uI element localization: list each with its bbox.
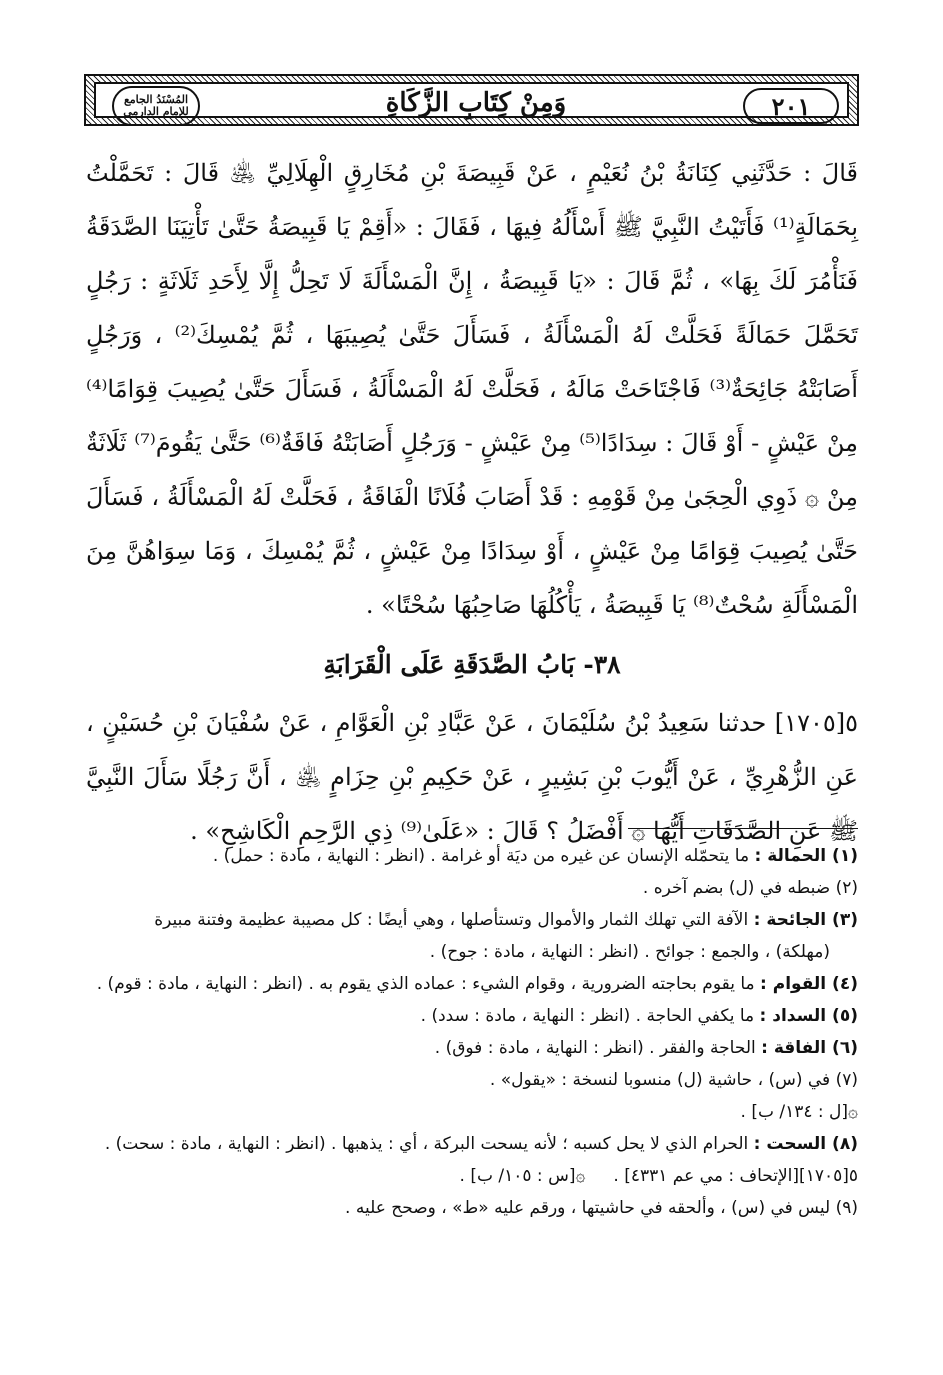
header-frame [94,82,849,121]
chapter-heading: ٣٨- بَابُ الصَّدَقَةِ عَلَى الْقَرَابَةِ [323,650,621,679]
hadith-1705 [86,696,858,858]
publisher-seal-logo [112,86,200,126]
footnote-term: (٣) الجائحة : [753,910,858,930]
reference-row [86,1160,858,1192]
footnote-2: (٢) ضبطه في (ل) بضم آخره . [642,878,858,898]
footnote-6 [86,1032,858,1064]
footnote-9: (٩) ليس في (س) ، وألحقه في حاشيتها ، ورقم عليه «ط» ، وصحح عليه . [345,1198,858,1218]
seal-text: المُسْنَدُ الجامع للإمام الدارمي [123,93,189,118]
ithaf-reference: ٥[١٧٠٥][الإتحاف : مي عم ٤٣٣١] . [613,1166,858,1186]
footnote-3-continuation: (مهلكة) ، والجمع : جوائح . (انظر : النهاية ، مادة : جوح) . [429,942,830,962]
footnotes [86,840,858,1224]
footnote-term: (١) الحمالة : [754,846,858,866]
footnote-8 [86,1128,858,1160]
main-text [86,146,858,858]
hadith-text-continued: قَالَ : حَدَّثَنِي كِنَانَةُ بْنُ نُعَيْمٍ ، عَنْ قَبِيصَةَ بْنِ مُخَارِقٍ الْهِلَالِيِّ ﵁ قَالَ : تَحَمَّلْتُ بِحَمَالَةٍ⁽¹⁾ فَأَتَيْتُ النَّبِيَّ ﷺ أَسْأَلُهُ فِيهَا ، فَقَالَ : «أَقِمْ يَا قَبِيصَةُ حَتَّىٰ تَأْتِيَنَا الصَّدَقَةُ فَنَأْمُرَ لَكَ بِهَا» ، ثُمَّ قَالَ : «يَا قَبِيصَةُ ، إِنَّ الْمَسْأَلَةَ لَا تَحِلُّ إِلَّا لِأَحَدِ ثَلَاثَةٍ : رَجُلٍ تَحَمَّلَ حَمَالَةً فَحَلَّتْ لَهُ الْمَسْأَلَةُ ، فَسَأَلَ حَتَّىٰ يُصِيبَهَا ، ثُمَّ يُمْسِكَ⁽²⁾ ، وَرَجُلٍ أَصَابَتْهُ جَائِحَةٌ⁽³⁾ فَاجْتَاحَتْ مَالَهُ ، فَحَلَّتْ لَهُ الْمَسْأَلَةُ ، فَسَأَلَ حَتَّىٰ يُصِيبَ قِوَامًا⁽⁴⁾ مِنْ عَيْشٍ - أَوْ قَالَ : سِدَادًا⁽⁵⁾ مِنْ عَيْشٍ - وَرَجُلٍ أَصَابَتْهُ فَاقَةٌ⁽⁶⁾ حَتَّىٰ يَقُومَ⁽⁷⁾ ثَلَاثَةٌ مِنْ ۞ ذَوِي الْحِجَىٰ مِنْ قَوْمِهِ : قَدْ أَصَابَ فُلَانًا الْفَاقَةُ ، فَحَلَّتْ لَهُ الْمَسْأَلَةُ ، فَسَأَلَ حَتَّىٰ يُصِيبَ قِوَامًا مِنْ عَيْشٍ ، أَوْ سِدَادًا مِنْ عَيْشٍ ، ثُمَّ يُمْسِكَ ، وَمَا سِوَاهُنَّ مِنَ الْمَسْأَلَةِ سُحْتٌ⁽⁸⁾ يَا قَبِيصَةُ ، يَأْكُلُهَا صَاحِبُهَا سُحْتًا» . [86,159,859,619]
manuscript-marker-s: ۞[س : ١٠٥/ ب] . [459,1166,586,1186]
footnote-term: (٤) القوام : [760,974,858,994]
footnote-3 [86,904,858,936]
hadith-1705-text: حدثنا سَعِيدُ بْنُ سُلَيْمَانَ ، عَنْ عَبَّادِ بْنِ الْعَوَّامِ ، عَنْ سُفْيَانَ بْنِ حُسَيْنٍ ، عَنِ الزُّهْرِيِّ ، عَنْ أَيُّوبَ بْنِ بَشِيرٍ ، عَنْ حَكِيمِ بْنِ حِزَامٍ ﵁ ، أَنَّ رَجُلًا سَأَلَ النَّبِيَّ ﷺ عَنِ الصَّدَقَاتِ أَيُّهَا ۞ أَفْضَلُ ؟ قَالَ : «عَلَىٰ⁽⁹⁾ ذِي الرَّحِمِ الْكَاشِحِ» . [86,709,858,845]
footnote-term: (٨) السحت : [753,1134,858,1154]
footnote-text: ما يكفي الحاجة . (انظر : النهاية ، مادة : سدد) . [420,1006,755,1026]
footnote-text: ما يتحمّله الإنسان عن غيره من ديَة أو غرامة . (انظر : النهاية ، مادة : حمل) . [212,846,750,866]
footnote-5 [86,1000,858,1032]
book-section-title: وَمِنْ كِتَابِ الزَّكَاةِ [385,88,567,118]
footnote-text: الآفة التي تهلك الثمار والأموال وتستأصلها ، وهي أيضًا : كل مصيبة عظيمة وفتنة مبيرة [154,910,749,930]
footnote-4 [86,968,858,1000]
footnote-text: ما يقوم بحاجته الضرورية ، وقوام الشيء : عماده الذي يقوم به . (انظر : النهاية ، مادة : قوم) . [96,974,755,994]
footnote-term: (٦) الفاقة : [761,1038,858,1058]
footnote-separator [628,828,858,829]
footnote-text: الحاجة والفقر . (انظر : النهاية ، مادة : فوق) . [434,1038,756,1058]
footnote-7: (٧) في (س) ، حاشية (ل) منسوبا لنسخة : «يقول» . [489,1070,858,1090]
footnote-text: الحرام الذي لا يحل كسبه ؛ لأنه يسحت البركة ، أي : يذهبها . (انظر : النهاية ، مادة : سحت) . [104,1134,749,1154]
manuscript-marker-l: ۞[ل : ١٣٤/ ب] . [740,1102,858,1122]
hadith-number: ٥[١٧٠٥] [774,709,858,737]
page-number: ٢٠١ [743,88,839,124]
running-header [84,74,859,126]
footnote-1 [86,840,858,872]
footnote-term: (٥) السداد : [759,1006,858,1026]
